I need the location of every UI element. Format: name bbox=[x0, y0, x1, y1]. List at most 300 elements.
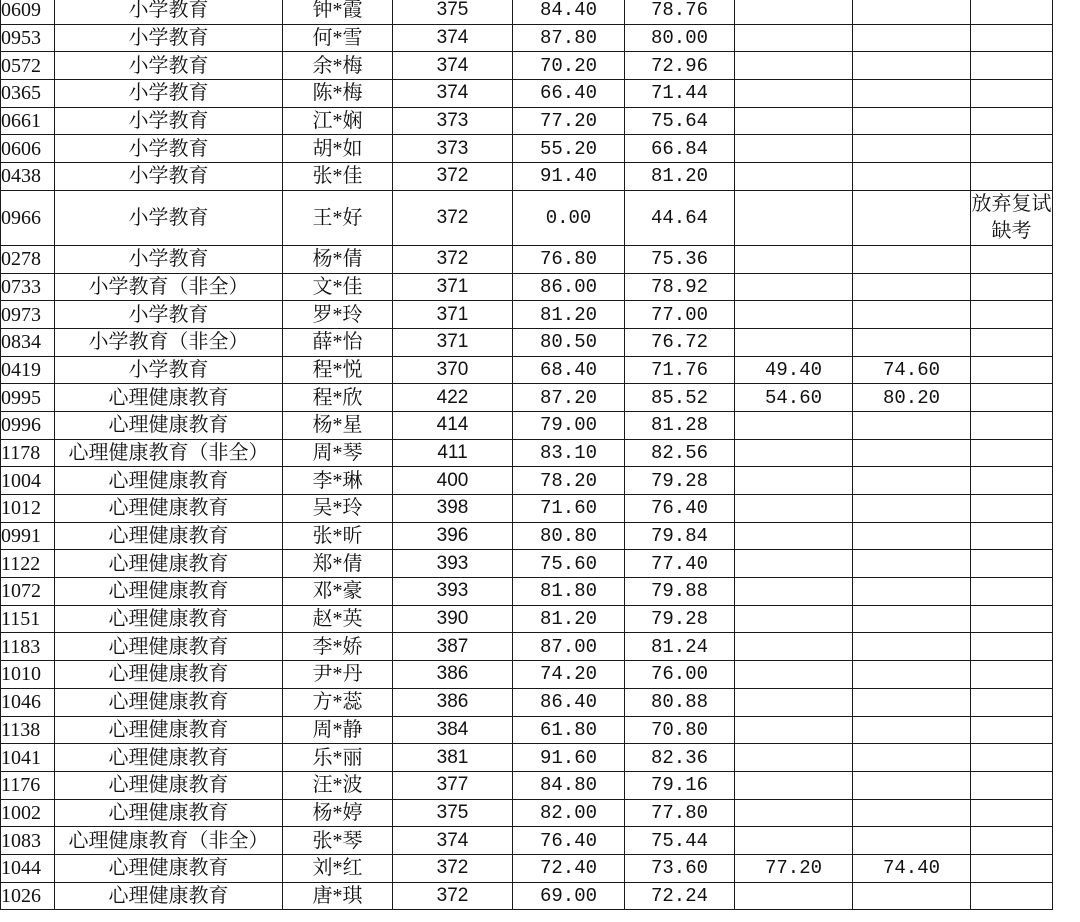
cell-note: 放弃复试缺考 bbox=[971, 190, 1053, 245]
cell-initial-score: 377 bbox=[393, 771, 513, 799]
table-row bbox=[1, 799, 1053, 827]
table-row bbox=[1, 661, 1053, 689]
cell-initial-score: 372 bbox=[393, 163, 513, 191]
cell-candidate-id: 1178 bbox=[1, 439, 55, 467]
cell-initial-score: 386 bbox=[393, 688, 513, 716]
cell-total-score: 77.00 bbox=[625, 301, 735, 329]
table-row bbox=[1, 273, 1053, 301]
cell-major: 心理健康教育 bbox=[55, 688, 283, 716]
cell-total-score: 78.92 bbox=[625, 273, 735, 301]
cell-major: 心理健康教育（非全） bbox=[55, 827, 283, 855]
cell-note bbox=[971, 411, 1053, 439]
cell-extra-score-1 bbox=[735, 135, 853, 163]
cell-retest-score: 76.80 bbox=[513, 245, 625, 273]
cell-retest-score: 61.80 bbox=[513, 716, 625, 744]
cell-major: 心理健康教育 bbox=[55, 716, 283, 744]
cell-extra-score-2 bbox=[853, 0, 971, 24]
cell-major: 心理健康教育 bbox=[55, 771, 283, 799]
cell-initial-score: 386 bbox=[393, 661, 513, 689]
cell-retest-score: 81.20 bbox=[513, 605, 625, 633]
cell-extra-score-1: 54.60 bbox=[735, 384, 853, 412]
cell-name: 周*静 bbox=[283, 716, 393, 744]
cell-name: 邓*豪 bbox=[283, 578, 393, 606]
cell-total-score: 71.76 bbox=[625, 356, 735, 384]
cell-total-score: 77.80 bbox=[625, 799, 735, 827]
cell-major: 小学教育（非全） bbox=[55, 273, 283, 301]
cell-note bbox=[971, 163, 1053, 191]
cell-candidate-id: 0991 bbox=[1, 522, 55, 550]
cell-extra-score-2 bbox=[853, 467, 971, 495]
table-row bbox=[1, 439, 1053, 467]
cell-extra-score-2 bbox=[853, 411, 971, 439]
cell-extra-score-1 bbox=[735, 605, 853, 633]
cell-extra-score-1 bbox=[735, 661, 853, 689]
cell-initial-score: 371 bbox=[393, 301, 513, 329]
cell-extra-score-2 bbox=[853, 522, 971, 550]
cell-major: 心理健康教育 bbox=[55, 578, 283, 606]
cell-note bbox=[971, 52, 1053, 80]
cell-extra-score-2: 74.60 bbox=[853, 356, 971, 384]
cell-total-score: 78.76 bbox=[625, 0, 735, 24]
table-row bbox=[1, 882, 1053, 910]
cell-candidate-id: 1002 bbox=[1, 799, 55, 827]
cell-candidate-id: 1138 bbox=[1, 716, 55, 744]
cell-major: 小学教育 bbox=[55, 190, 283, 245]
cell-major: 心理健康教育 bbox=[55, 744, 283, 772]
cell-note bbox=[971, 273, 1053, 301]
cell-extra-score-2: 80.20 bbox=[853, 384, 971, 412]
cell-major: 心理健康教育（非全） bbox=[55, 439, 283, 467]
cell-extra-score-1: 49.40 bbox=[735, 356, 853, 384]
cell-name: 尹*丹 bbox=[283, 661, 393, 689]
table-row bbox=[1, 411, 1053, 439]
cell-major: 小学教育 bbox=[55, 356, 283, 384]
cell-extra-score-1 bbox=[735, 550, 853, 578]
cell-total-score: 44.64 bbox=[625, 190, 735, 245]
cell-retest-score: 84.40 bbox=[513, 0, 625, 24]
cell-extra-score-2 bbox=[853, 163, 971, 191]
cell-major: 心理健康教育 bbox=[55, 799, 283, 827]
cell-candidate-id: 1012 bbox=[1, 495, 55, 523]
cell-note bbox=[971, 661, 1053, 689]
cell-retest-score: 76.40 bbox=[513, 827, 625, 855]
cell-extra-score-2 bbox=[853, 245, 971, 273]
cell-candidate-id: 1046 bbox=[1, 688, 55, 716]
cell-total-score: 80.00 bbox=[625, 24, 735, 52]
cell-total-score: 75.44 bbox=[625, 827, 735, 855]
cell-initial-score: 374 bbox=[393, 52, 513, 80]
cell-extra-score-2 bbox=[853, 495, 971, 523]
cell-total-score: 79.16 bbox=[625, 771, 735, 799]
cell-extra-score-2 bbox=[853, 605, 971, 633]
cell-initial-score: 414 bbox=[393, 411, 513, 439]
table-row bbox=[1, 467, 1053, 495]
cell-note bbox=[971, 107, 1053, 135]
cell-candidate-id: 0834 bbox=[1, 328, 55, 356]
cell-candidate-id: 1044 bbox=[1, 854, 55, 882]
cell-initial-score: 384 bbox=[393, 716, 513, 744]
cell-extra-score-1 bbox=[735, 190, 853, 245]
cell-retest-score: 80.80 bbox=[513, 522, 625, 550]
cell-retest-score: 83.10 bbox=[513, 439, 625, 467]
cell-initial-score: 371 bbox=[393, 273, 513, 301]
cell-extra-score-1 bbox=[735, 301, 853, 329]
cell-extra-score-1 bbox=[735, 328, 853, 356]
cell-note bbox=[971, 384, 1053, 412]
cell-note bbox=[971, 135, 1053, 163]
cell-extra-score-2 bbox=[853, 771, 971, 799]
cell-name: 薛*怡 bbox=[283, 328, 393, 356]
cell-name: 乐*丽 bbox=[283, 744, 393, 772]
cell-name: 周*琴 bbox=[283, 439, 393, 467]
cell-candidate-id: 1122 bbox=[1, 550, 55, 578]
cell-extra-score-2 bbox=[853, 578, 971, 606]
table-row bbox=[1, 301, 1053, 329]
cell-extra-score-1 bbox=[735, 0, 853, 24]
table-row bbox=[1, 771, 1053, 799]
cell-total-score: 79.28 bbox=[625, 467, 735, 495]
table-row bbox=[1, 190, 1053, 245]
table-row bbox=[1, 328, 1053, 356]
cell-note bbox=[971, 688, 1053, 716]
cell-note bbox=[971, 578, 1053, 606]
cell-name: 郑*倩 bbox=[283, 550, 393, 578]
table-row bbox=[1, 245, 1053, 273]
cell-retest-score: 80.50 bbox=[513, 328, 625, 356]
table-row bbox=[1, 52, 1053, 80]
cell-total-score: 82.56 bbox=[625, 439, 735, 467]
cell-retest-score: 91.40 bbox=[513, 163, 625, 191]
cell-note bbox=[971, 467, 1053, 495]
cell-extra-score-2 bbox=[853, 882, 971, 910]
cell-note bbox=[971, 24, 1053, 52]
table-row bbox=[1, 107, 1053, 135]
cell-major: 小学教育 bbox=[55, 52, 283, 80]
cell-total-score: 80.88 bbox=[625, 688, 735, 716]
cell-initial-score: 422 bbox=[393, 384, 513, 412]
cell-initial-score: 393 bbox=[393, 578, 513, 606]
cell-major: 小学教育 bbox=[55, 0, 283, 24]
cell-name: 何*雪 bbox=[283, 24, 393, 52]
cell-note bbox=[971, 522, 1053, 550]
table-row bbox=[1, 854, 1053, 882]
cell-name: 方*蕊 bbox=[283, 688, 393, 716]
cell-extra-score-1 bbox=[735, 439, 853, 467]
table-row bbox=[1, 744, 1053, 772]
cell-extra-score-2 bbox=[853, 439, 971, 467]
cell-candidate-id: 0661 bbox=[1, 107, 55, 135]
cell-candidate-id: 0438 bbox=[1, 163, 55, 191]
cell-retest-score: 77.20 bbox=[513, 107, 625, 135]
cell-initial-score: 381 bbox=[393, 744, 513, 772]
cell-name: 江*娴 bbox=[283, 107, 393, 135]
cell-major: 心理健康教育 bbox=[55, 411, 283, 439]
cell-retest-score: 87.20 bbox=[513, 384, 625, 412]
cell-extra-score-2 bbox=[853, 550, 971, 578]
cell-note bbox=[971, 827, 1053, 855]
cell-name: 汪*波 bbox=[283, 771, 393, 799]
cell-extra-score-1 bbox=[735, 799, 853, 827]
cell-candidate-id: 0572 bbox=[1, 52, 55, 80]
cell-candidate-id: 1072 bbox=[1, 578, 55, 606]
table-row bbox=[1, 522, 1053, 550]
cell-major: 小学教育 bbox=[55, 24, 283, 52]
cell-major: 心理健康教育 bbox=[55, 384, 283, 412]
table-row bbox=[1, 24, 1053, 52]
cell-candidate-id: 1183 bbox=[1, 633, 55, 661]
cell-extra-score-1 bbox=[735, 578, 853, 606]
cell-extra-score-1 bbox=[735, 882, 853, 910]
cell-name: 王*好 bbox=[283, 190, 393, 245]
table-row bbox=[1, 80, 1053, 108]
cell-retest-score: 71.60 bbox=[513, 495, 625, 523]
cell-total-score: 85.52 bbox=[625, 384, 735, 412]
cell-retest-score: 86.40 bbox=[513, 688, 625, 716]
cell-note bbox=[971, 633, 1053, 661]
cell-name: 李*琳 bbox=[283, 467, 393, 495]
cell-name: 程*欣 bbox=[283, 384, 393, 412]
table-row bbox=[1, 688, 1053, 716]
cell-total-score: 66.84 bbox=[625, 135, 735, 163]
cell-initial-score: 375 bbox=[393, 0, 513, 24]
cell-retest-score: 81.20 bbox=[513, 301, 625, 329]
cell-total-score: 73.60 bbox=[625, 854, 735, 882]
cell-extra-score-2 bbox=[853, 633, 971, 661]
cell-extra-score-2: 74.40 bbox=[853, 854, 971, 882]
cell-initial-score: 393 bbox=[393, 550, 513, 578]
cell-candidate-id: 1151 bbox=[1, 605, 55, 633]
cell-initial-score: 372 bbox=[393, 854, 513, 882]
cell-name: 胡*如 bbox=[283, 135, 393, 163]
cell-extra-score-2 bbox=[853, 135, 971, 163]
cell-total-score: 71.44 bbox=[625, 80, 735, 108]
cell-extra-score-2 bbox=[853, 301, 971, 329]
cell-extra-score-1 bbox=[735, 495, 853, 523]
cell-extra-score-1 bbox=[735, 273, 853, 301]
cell-retest-score: 70.20 bbox=[513, 52, 625, 80]
cell-retest-score: 0.00 bbox=[513, 190, 625, 245]
cell-name: 吴*玲 bbox=[283, 495, 393, 523]
cell-retest-score: 78.20 bbox=[513, 467, 625, 495]
cell-initial-score: 372 bbox=[393, 245, 513, 273]
cell-major: 心理健康教育 bbox=[55, 550, 283, 578]
cell-candidate-id: 1176 bbox=[1, 771, 55, 799]
cell-note bbox=[971, 356, 1053, 384]
cell-total-score: 76.72 bbox=[625, 328, 735, 356]
cell-initial-score: 411 bbox=[393, 439, 513, 467]
cell-candidate-id: 0609 bbox=[1, 0, 55, 24]
cell-candidate-id: 1010 bbox=[1, 661, 55, 689]
cell-retest-score: 72.40 bbox=[513, 854, 625, 882]
cell-note bbox=[971, 495, 1053, 523]
cell-name: 罗*玲 bbox=[283, 301, 393, 329]
cell-total-score: 75.36 bbox=[625, 245, 735, 273]
cell-initial-score: 372 bbox=[393, 882, 513, 910]
cell-note bbox=[971, 245, 1053, 273]
cell-extra-score-2 bbox=[853, 744, 971, 772]
cell-note bbox=[971, 439, 1053, 467]
cell-extra-score-1 bbox=[735, 467, 853, 495]
cell-major: 小学教育 bbox=[55, 301, 283, 329]
table-row bbox=[1, 135, 1053, 163]
cell-extra-score-1 bbox=[735, 411, 853, 439]
cell-major: 心理健康教育 bbox=[55, 882, 283, 910]
cell-extra-score-1 bbox=[735, 24, 853, 52]
cell-name: 张*琴 bbox=[283, 827, 393, 855]
cell-name: 杨*星 bbox=[283, 411, 393, 439]
cell-total-score: 81.28 bbox=[625, 411, 735, 439]
cell-note bbox=[971, 605, 1053, 633]
cell-retest-score: 55.20 bbox=[513, 135, 625, 163]
cell-extra-score-2 bbox=[853, 107, 971, 135]
cell-extra-score-1: 77.20 bbox=[735, 854, 853, 882]
cell-total-score: 76.40 bbox=[625, 495, 735, 523]
cell-name: 张*昕 bbox=[283, 522, 393, 550]
cell-total-score: 81.24 bbox=[625, 633, 735, 661]
cell-initial-score: 396 bbox=[393, 522, 513, 550]
cell-retest-score: 79.00 bbox=[513, 411, 625, 439]
cell-extra-score-1 bbox=[735, 688, 853, 716]
cell-name: 李*娇 bbox=[283, 633, 393, 661]
cell-major: 心理健康教育 bbox=[55, 661, 283, 689]
cell-total-score: 76.00 bbox=[625, 661, 735, 689]
cell-major: 心理健康教育 bbox=[55, 605, 283, 633]
cell-initial-score: 374 bbox=[393, 827, 513, 855]
cell-total-score: 70.80 bbox=[625, 716, 735, 744]
cell-note bbox=[971, 799, 1053, 827]
cell-extra-score-1 bbox=[735, 716, 853, 744]
table-row bbox=[1, 0, 1053, 24]
cell-retest-score: 91.60 bbox=[513, 744, 625, 772]
cell-major: 小学教育（非全） bbox=[55, 328, 283, 356]
cell-major: 心理健康教育 bbox=[55, 522, 283, 550]
cell-extra-score-1 bbox=[735, 245, 853, 273]
cell-total-score: 72.24 bbox=[625, 882, 735, 910]
cell-extra-score-1 bbox=[735, 107, 853, 135]
cell-name: 张*佳 bbox=[283, 163, 393, 191]
cell-total-score: 79.28 bbox=[625, 605, 735, 633]
cell-total-score: 75.64 bbox=[625, 107, 735, 135]
cell-total-score: 79.88 bbox=[625, 578, 735, 606]
table-row bbox=[1, 605, 1053, 633]
cell-major: 心理健康教育 bbox=[55, 854, 283, 882]
cell-extra-score-2 bbox=[853, 24, 971, 52]
cell-initial-score: 372 bbox=[393, 190, 513, 245]
cell-extra-score-2 bbox=[853, 799, 971, 827]
cell-retest-score: 87.00 bbox=[513, 633, 625, 661]
cell-extra-score-1 bbox=[735, 827, 853, 855]
cell-major: 小学教育 bbox=[55, 135, 283, 163]
table-row bbox=[1, 633, 1053, 661]
cell-note bbox=[971, 716, 1053, 744]
cell-note bbox=[971, 882, 1053, 910]
cell-extra-score-1 bbox=[735, 744, 853, 772]
cell-note bbox=[971, 550, 1053, 578]
table-row bbox=[1, 578, 1053, 606]
cell-extra-score-2 bbox=[853, 827, 971, 855]
cell-retest-score: 74.20 bbox=[513, 661, 625, 689]
cell-note bbox=[971, 328, 1053, 356]
cell-initial-score: 373 bbox=[393, 135, 513, 163]
cell-initial-score: 373 bbox=[393, 107, 513, 135]
cell-name: 程*悦 bbox=[283, 356, 393, 384]
cell-retest-score: 86.00 bbox=[513, 273, 625, 301]
cell-major: 心理健康教育 bbox=[55, 633, 283, 661]
cell-note bbox=[971, 301, 1053, 329]
table-row bbox=[1, 163, 1053, 191]
cell-candidate-id: 1041 bbox=[1, 744, 55, 772]
cell-total-score: 79.84 bbox=[625, 522, 735, 550]
cell-retest-score: 81.80 bbox=[513, 578, 625, 606]
cell-initial-score: 374 bbox=[393, 24, 513, 52]
table-row bbox=[1, 716, 1053, 744]
table-row bbox=[1, 827, 1053, 855]
cell-initial-score: 398 bbox=[393, 495, 513, 523]
table-row bbox=[1, 495, 1053, 523]
cell-initial-score: 374 bbox=[393, 80, 513, 108]
cell-initial-score: 370 bbox=[393, 356, 513, 384]
cell-candidate-id: 1026 bbox=[1, 882, 55, 910]
cell-retest-score: 68.40 bbox=[513, 356, 625, 384]
cell-candidate-id: 1083 bbox=[1, 827, 55, 855]
cell-retest-score: 69.00 bbox=[513, 882, 625, 910]
cell-note bbox=[971, 0, 1053, 24]
cell-extra-score-1 bbox=[735, 52, 853, 80]
cell-candidate-id: 0733 bbox=[1, 273, 55, 301]
cell-candidate-id: 1004 bbox=[1, 467, 55, 495]
cell-name: 余*梅 bbox=[283, 52, 393, 80]
cell-extra-score-2 bbox=[853, 661, 971, 689]
cell-major: 心理健康教育 bbox=[55, 467, 283, 495]
cell-major: 小学教育 bbox=[55, 163, 283, 191]
cell-major: 小学教育 bbox=[55, 107, 283, 135]
table-body bbox=[1, 0, 1053, 910]
cell-initial-score: 390 bbox=[393, 605, 513, 633]
cell-retest-score: 75.60 bbox=[513, 550, 625, 578]
cell-name: 杨*倩 bbox=[283, 245, 393, 273]
cell-initial-score: 387 bbox=[393, 633, 513, 661]
cell-extra-score-2 bbox=[853, 688, 971, 716]
cell-extra-score-1 bbox=[735, 522, 853, 550]
cell-extra-score-2 bbox=[853, 716, 971, 744]
table-row bbox=[1, 356, 1053, 384]
cell-candidate-id: 0996 bbox=[1, 411, 55, 439]
table-row bbox=[1, 384, 1053, 412]
cell-retest-score: 87.80 bbox=[513, 24, 625, 52]
cell-extra-score-2 bbox=[853, 190, 971, 245]
cell-candidate-id: 0419 bbox=[1, 356, 55, 384]
cell-total-score: 77.40 bbox=[625, 550, 735, 578]
cell-candidate-id: 0365 bbox=[1, 80, 55, 108]
cell-extra-score-1 bbox=[735, 633, 853, 661]
cell-name: 钟*霞 bbox=[283, 0, 393, 24]
cell-initial-score: 375 bbox=[393, 799, 513, 827]
cell-candidate-id: 0278 bbox=[1, 245, 55, 273]
cell-note bbox=[971, 744, 1053, 772]
cell-name: 杨*婷 bbox=[283, 799, 393, 827]
cell-note bbox=[971, 854, 1053, 882]
cell-note bbox=[971, 80, 1053, 108]
cell-name: 刘*红 bbox=[283, 854, 393, 882]
cell-retest-score: 82.00 bbox=[513, 799, 625, 827]
cell-extra-score-2 bbox=[853, 328, 971, 356]
cell-candidate-id: 0995 bbox=[1, 384, 55, 412]
cell-name: 文*佳 bbox=[283, 273, 393, 301]
cell-major: 小学教育 bbox=[55, 245, 283, 273]
table-row bbox=[1, 550, 1053, 578]
cell-total-score: 82.36 bbox=[625, 744, 735, 772]
cell-extra-score-2 bbox=[853, 52, 971, 80]
